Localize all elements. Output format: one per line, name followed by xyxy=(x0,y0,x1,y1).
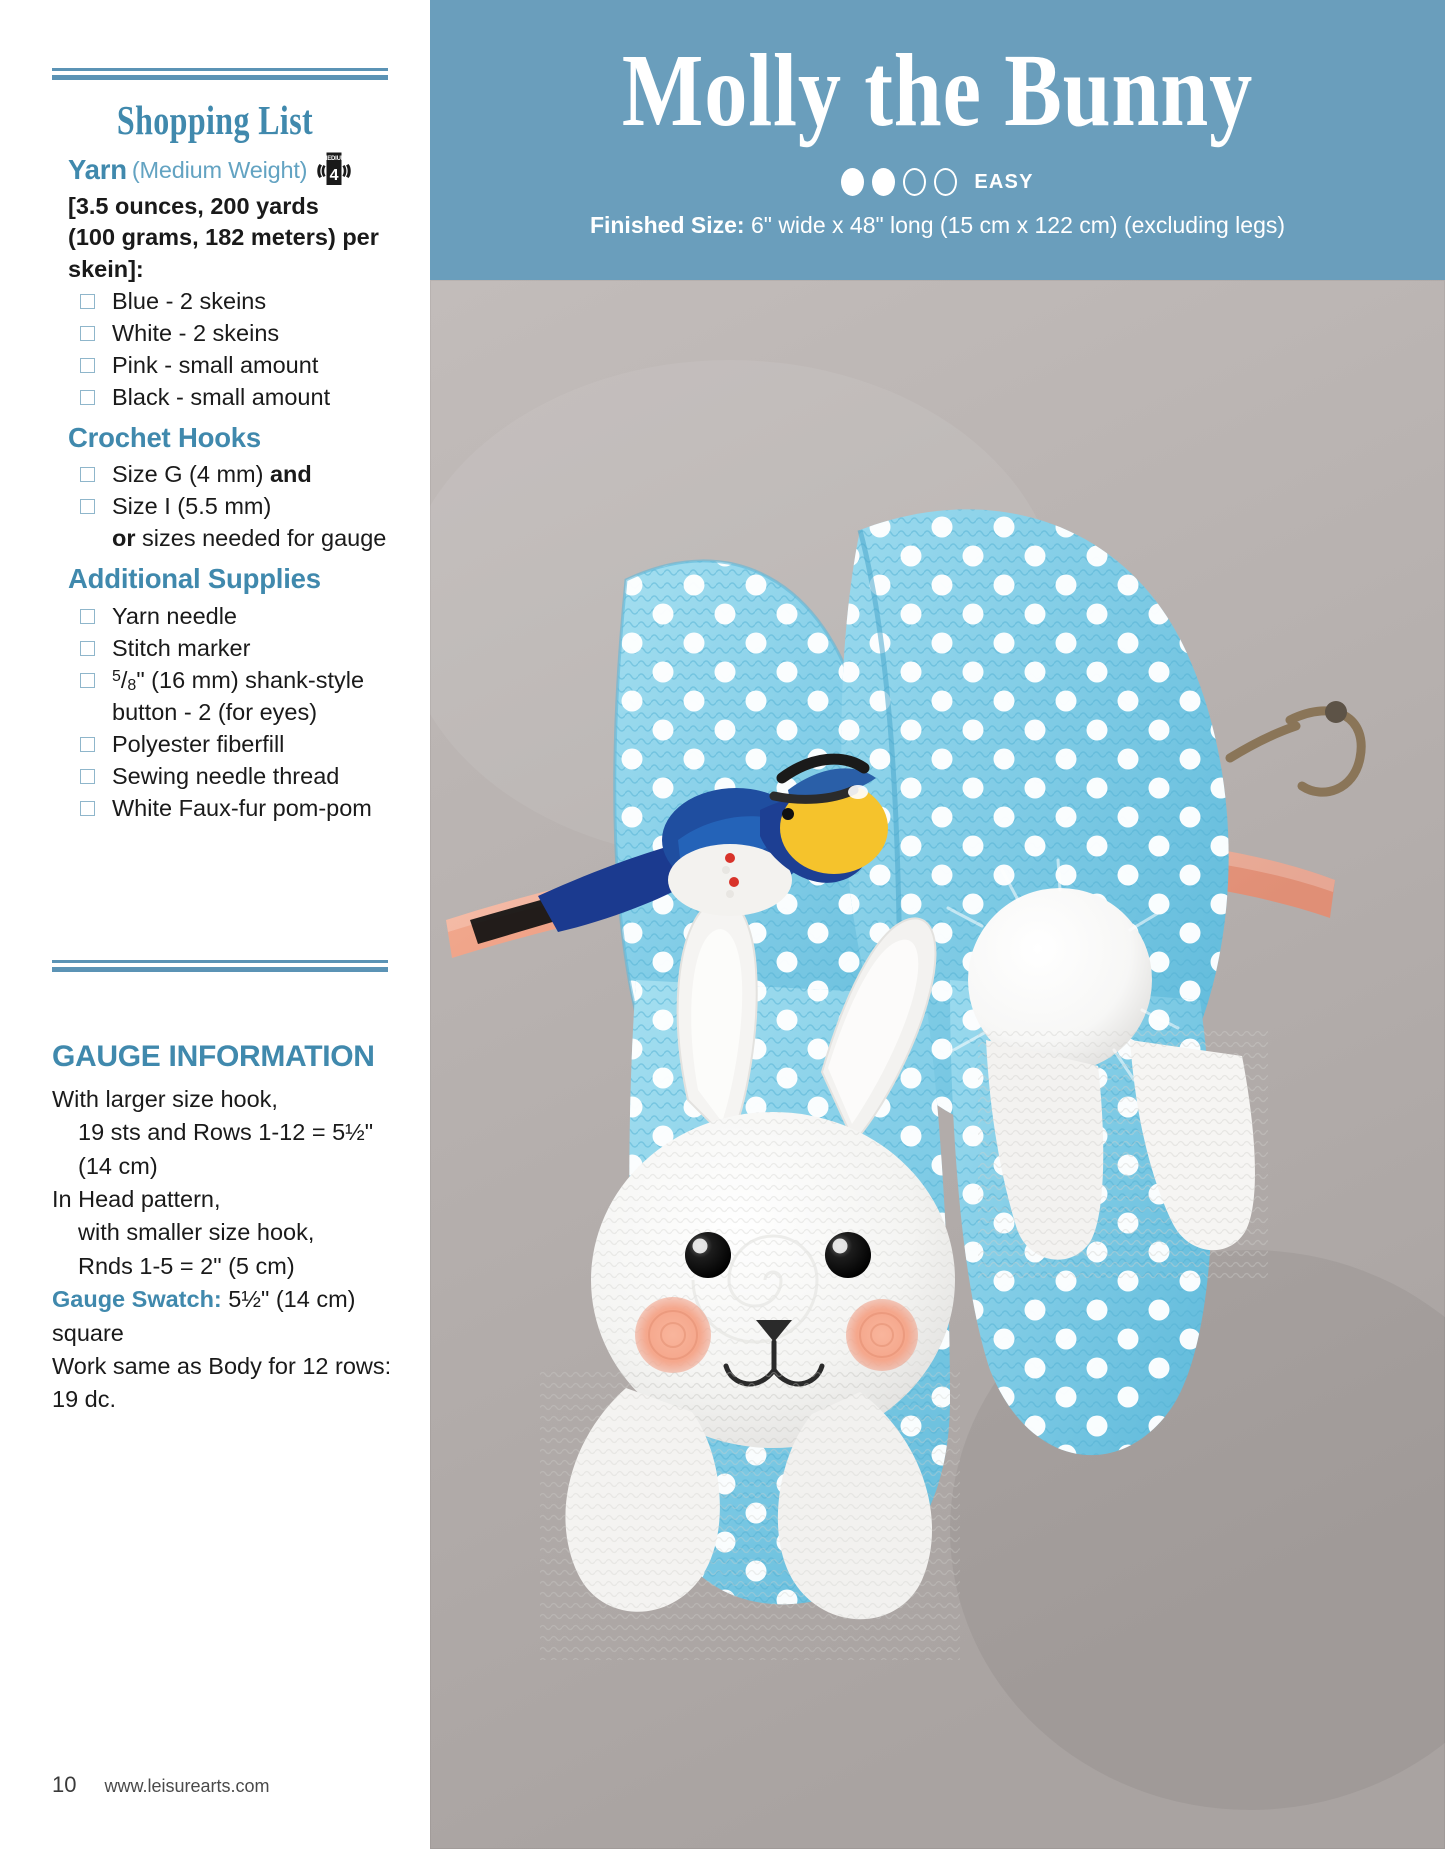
supplies-checklist xyxy=(68,600,420,696)
list-item[interactable] xyxy=(68,349,420,381)
list-item[interactable] xyxy=(68,381,420,413)
finished-size-value: 6" wide x 48" long (15 cm x 122 cm) (excluding legs) xyxy=(750,212,1286,238)
list-item[interactable] xyxy=(68,664,420,696)
title-banner xyxy=(430,0,1445,280)
finished-size xyxy=(430,212,1445,239)
list-item[interactable] xyxy=(68,792,420,824)
checkbox-icon[interactable] xyxy=(80,641,95,656)
hooks-section-heading: Crochet Hooks xyxy=(68,422,261,453)
list-item[interactable] xyxy=(68,490,420,522)
gauge-swatch-value: 5½" (14 cm) square xyxy=(52,1286,356,1346)
checkbox-icon[interactable] xyxy=(80,673,95,688)
hook-size-g-text: Size G (4 mm) xyxy=(112,461,270,488)
checkbox-icon[interactable] xyxy=(80,294,95,309)
difficulty-dot-filled xyxy=(872,168,895,196)
svg-text:MEDIUM: MEDIUM xyxy=(322,156,346,162)
gauge-line-2: 19 sts and Rows 1-12 = 5½" (14 cm) xyxy=(78,1119,374,1179)
yarn-skein-line-2: (100 grams, 182 meters) per skein]: xyxy=(68,224,379,282)
list-item-label: Sewing needle thread xyxy=(112,762,340,789)
list-item-label: Pink - small amount xyxy=(112,351,319,378)
shopping-list-title: Shopping List xyxy=(116,97,314,143)
hooks-gauge-note xyxy=(68,522,420,554)
gauge-line-3: In Head pattern, xyxy=(52,1186,221,1213)
difficulty-dot-empty xyxy=(934,168,957,196)
list-item-label-button: $^5/_8$" (16 mm) shank-style xyxy=(112,666,365,694)
difficulty-dot-filled xyxy=(841,168,864,196)
checkbox-icon[interactable] xyxy=(80,390,95,405)
shopping-list-column xyxy=(0,0,430,1849)
checkbox-icon[interactable] xyxy=(80,609,95,624)
list-item-label: Black - small amount xyxy=(112,383,331,410)
svg-text:4: 4 xyxy=(329,167,339,184)
checkbox-icon[interactable] xyxy=(80,467,95,482)
difficulty-rating xyxy=(430,168,1445,196)
yarn-weight-note: (Medium Weight) xyxy=(131,156,308,183)
list-item[interactable] xyxy=(68,632,420,664)
gauge-line-5: Rnds 1-5 = 2" (5 cm) xyxy=(78,1252,295,1279)
hook-and-word: and xyxy=(269,461,312,488)
yarn-heading-label: Yarn xyxy=(68,154,127,186)
difficulty-dot-empty xyxy=(903,168,926,196)
list-item[interactable] xyxy=(68,728,420,760)
checkbox-icon[interactable] xyxy=(80,737,95,752)
finished-size-label: Finished Size: xyxy=(589,212,745,238)
yarn-color-checklist xyxy=(68,285,420,413)
supplies-section-heading: Additional Supplies xyxy=(68,563,321,595)
checkbox-icon[interactable] xyxy=(80,326,95,341)
yarn-skein-line-1: [3.5 ounces, 200 yards xyxy=(68,193,319,219)
gauge-swatch-label: Gauge Swatch: xyxy=(52,1286,222,1313)
shopping-list-body xyxy=(68,152,420,824)
gauge-title: GAUGE INFORMATION xyxy=(52,1040,375,1073)
list-item[interactable] xyxy=(68,285,420,317)
checkbox-icon[interactable] xyxy=(80,801,95,816)
supplies-checklist-2 xyxy=(68,728,420,824)
project-photo xyxy=(430,280,1445,1849)
yarn-weight-symbol-icon xyxy=(315,152,353,188)
button-fraction-numerator: 5 xyxy=(112,667,121,685)
button-fraction-denominator: 8 xyxy=(127,676,137,694)
list-item-label: White Faux-fur pom-pom xyxy=(112,794,372,821)
list-item-label: Yarn needle xyxy=(112,602,237,629)
list-item-label: Size I (5.5 mm) xyxy=(112,493,272,520)
checkbox-icon[interactable] xyxy=(80,769,95,784)
hooks-checklist xyxy=(68,458,420,522)
list-item[interactable] xyxy=(68,458,420,490)
page-number: 10 xyxy=(52,1772,77,1797)
hooks-note-rest: sizes needed for gauge xyxy=(135,525,387,552)
footer-website: www.leisurearts.com xyxy=(104,1776,270,1796)
checkbox-icon[interactable] xyxy=(80,499,95,514)
bunny-legs xyxy=(978,1030,1268,1280)
list-item-label: White - 2 skeins xyxy=(112,319,280,346)
yarn-section-heading xyxy=(68,152,420,188)
gauge-line-1: With larger size hook, xyxy=(52,1086,278,1112)
list-item[interactable] xyxy=(68,760,420,792)
gauge-line-6: Work same as Body for 12 rows: xyxy=(52,1352,392,1379)
divider-middle xyxy=(52,960,388,972)
gauge-line-7: 19 dc. xyxy=(52,1386,117,1413)
page-footer xyxy=(52,1772,270,1798)
difficulty-label: EASY xyxy=(974,170,1034,193)
button-second-line: button - 2 (for eyes) xyxy=(112,698,318,725)
gauge-line-4: with smaller size hook, xyxy=(78,1219,315,1246)
list-item-label: Polyester fiberfill xyxy=(112,730,285,757)
hooks-note-or: or xyxy=(112,525,136,552)
gauge-swatch-line xyxy=(52,1283,412,1350)
list-item[interactable] xyxy=(68,317,420,349)
page-title: Molly the Bunny xyxy=(621,33,1254,148)
list-item-label: Stitch marker xyxy=(112,634,251,661)
list-item[interactable] xyxy=(68,600,420,632)
gauge-section xyxy=(52,1040,412,1417)
checkbox-icon[interactable] xyxy=(80,358,95,373)
list-item-label: Blue - 2 skeins xyxy=(112,287,267,314)
divider-top xyxy=(52,68,388,80)
button-size-text: " (16 mm) shank-style xyxy=(136,666,365,693)
list-item-label xyxy=(112,458,420,490)
